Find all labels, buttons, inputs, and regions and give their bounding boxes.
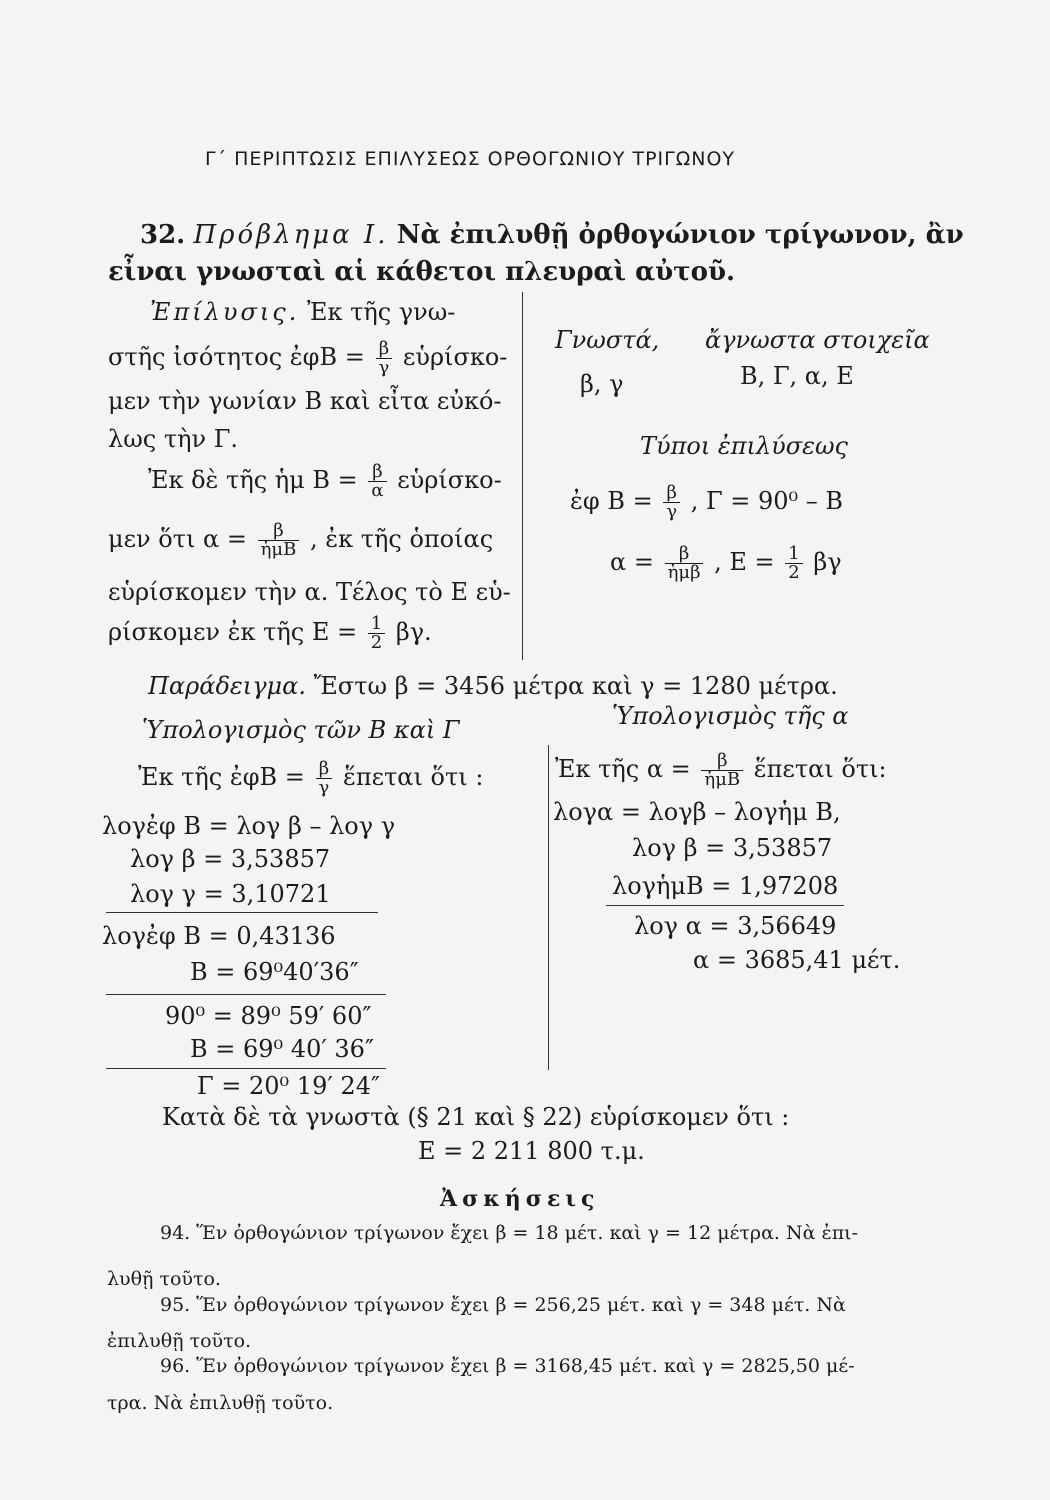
- frac-den: ἡμΒ: [260, 539, 297, 560]
- solution-line-7: εὑρίσκομεν τὴν α. Τέλος τὸ Ε εὑ-: [108, 578, 511, 606]
- frac-num: β: [376, 340, 393, 359]
- fraction-beta-over-gamma: [376, 340, 393, 377]
- problem-text-1: Νὰ ἐπιλυθῇ ὀρθογώνιον τρίγωνον, ἂν: [396, 220, 964, 250]
- calc-right-line: α = 3685,41 μέτ.: [693, 946, 901, 974]
- calc-rule: [106, 994, 386, 995]
- formula-tan: [570, 484, 843, 521]
- solution-line-2: [108, 340, 507, 377]
- frac-den: γ: [318, 777, 330, 798]
- frac-num: β: [368, 463, 386, 482]
- calc-right-line: λογἡμΒ = 1,97208: [612, 872, 839, 900]
- known-values: β, γ: [580, 370, 624, 398]
- problem-number: 32.: [140, 220, 186, 250]
- frac-den: α: [371, 480, 384, 501]
- example-line: [148, 672, 838, 700]
- exercise-line: 96. Ἕν ὀρθογώνιον τρίγωνον ἔχει β = 3168,45 μέτ. καὶ γ = 2825,50 μέ-: [160, 1355, 855, 1377]
- calc-left-line: λογ γ = 3,10721: [130, 880, 331, 908]
- calc-right-title: Ὑπολογισμὸς τῆς α: [612, 702, 849, 730]
- frac-den: γ: [666, 501, 678, 522]
- calc-right-intro: [555, 752, 887, 789]
- column-divider-calc: [548, 745, 549, 1070]
- solution-text-8a: ρίσκομεν ἐκ τῆς Ε =: [108, 618, 358, 646]
- exercise-line: τρα. Νὰ ἐπιλυθῇ τοῦτο.: [107, 1392, 334, 1414]
- solution-text-6b: , ἐκ τῆς ὁποίας: [309, 525, 494, 553]
- problem-text-2: εἶναι γνωσταὶ αἱ κάθετοι πλευραὶ αὐτοῦ.: [108, 257, 736, 287]
- known-label: Γνωστά,: [555, 326, 660, 354]
- formula-area-lhs: , Ε =: [714, 548, 775, 576]
- fraction-beta-over-hmb: [665, 545, 704, 582]
- calc-right-intro-a: Ἐκ τῆς α =: [555, 755, 691, 783]
- solution-line-1: [150, 298, 455, 326]
- calc-rule: [106, 912, 378, 913]
- calc-left-line: 90⁰ = 89⁰ 59′ 60″: [165, 1002, 372, 1030]
- formula-alpha-lhs: α =: [610, 548, 654, 576]
- calc-rule: [606, 905, 844, 906]
- chapter-header: Γ΄ ΠΕΡΙΠΤΩΣΙΣ ΕΠΙΛΥΣΕΩΣ ΟΡΘΟΓΩΝΙΟΥ ΤΡΙΓΩΝΟΥ: [205, 148, 736, 170]
- solution-line-8: [108, 615, 432, 652]
- solution-line-5: [148, 463, 502, 500]
- known-result-line2: Ε = 2 211 800 τ.μ.: [418, 1137, 645, 1165]
- frac-den: 2: [788, 562, 800, 583]
- frac-num: β: [701, 752, 743, 771]
- fraction-beta-over-hmB-2: [701, 752, 743, 789]
- solution-line-3: μεν τὴν γωνίαν Β καὶ εἶτα εὐκό-: [108, 387, 502, 415]
- calc-right-line: λογα = λογβ – λογἡμ Β,: [553, 798, 841, 826]
- formula-gamma: , Γ = 90⁰ – Β: [690, 487, 844, 515]
- problem-statement-line1: [140, 220, 964, 250]
- solution-text-6a: μεν ὅτι α =: [108, 525, 247, 553]
- fraction-beta-over-gamma-3: [316, 760, 333, 797]
- solution-text-2b: εὑρίσκο-: [402, 343, 508, 371]
- calc-left-intro-a: Ἐκ τῆς ἐφΒ =: [138, 763, 305, 791]
- exercise-line: λυθῇ τοῦτο.: [107, 1268, 221, 1290]
- solution-text-1: Ἐκ τῆς γνω-: [306, 298, 456, 326]
- calc-left-line: Β = 69⁰40′36″: [190, 958, 359, 986]
- calc-left-line: Γ = 20⁰ 19′ 24″: [197, 1072, 380, 1100]
- fraction-one-half: [368, 615, 385, 652]
- example-text: Ἔστω β = 3456 μέτρα καὶ γ = 1280 μέτρα.: [313, 672, 838, 700]
- frac-num: β: [665, 545, 704, 564]
- solution-line-4: λως τὴν Γ.: [108, 425, 239, 453]
- calc-left-intro-b: ἕπεται ὅτι :: [342, 763, 484, 791]
- solution-text-2a: στῆς ἰσότητος ἐφΒ =: [108, 343, 365, 371]
- exercise-line: 94. Ἕν ὀρθογώνιον τρίγωνον ἔχει β = 18 μέτ. καὶ γ = 12 μέτρα. Νὰ ἐπι-: [160, 1222, 859, 1244]
- example-label: Παράδειγμα.: [148, 672, 306, 700]
- frac-den: γ: [378, 357, 390, 378]
- known-result-line1: Κατὰ δὲ τὰ γνωστὰ (§ 21 καὶ § 22) εὑρίσκομεν ὅτι :: [162, 1103, 790, 1131]
- calc-right-line: λογ α = 3,56649: [634, 912, 837, 940]
- solution-line-6: [108, 522, 493, 559]
- formulas-title: Τύποι ἐπιλύσεως: [640, 432, 848, 460]
- formula-alpha-area: [610, 545, 842, 582]
- frac-num: β: [316, 760, 333, 779]
- solution-text-8b: βγ.: [395, 618, 432, 646]
- formula-tan-lhs: ἐφ Β =: [570, 487, 653, 515]
- unknown-values: Β, Γ, α, Ε: [740, 362, 854, 390]
- frac-num: 1: [785, 545, 802, 564]
- calc-left-line: λογἐφ Β = 0,43136: [102, 922, 336, 950]
- solution-text-5b: εὑρίσκο-: [397, 466, 502, 494]
- formula-area-rhs: βγ: [813, 548, 842, 576]
- frac-num: β: [258, 522, 300, 541]
- calc-left-line: λογ β = 3,53857: [130, 845, 331, 873]
- frac-den: 2: [370, 632, 383, 653]
- fraction-beta-over-gamma-2: [663, 484, 680, 521]
- column-divider-top: [522, 292, 523, 660]
- exercise-line: 95. Ἕν ὀρθογώνιον τρίγωνον ἔχει β = 256,25 μέτ. καὶ γ = 348 μέτ. Νὰ: [160, 1294, 846, 1316]
- calc-rule: [106, 1068, 386, 1069]
- frac-num: β: [663, 484, 680, 503]
- calc-right-line: λογ β = 3,53857: [632, 834, 833, 862]
- problem-label: Πρόβλημα Ι.: [193, 220, 389, 250]
- calc-left-line: Β = 69⁰ 40′ 36″: [190, 1035, 374, 1063]
- calc-left-title: Ὑπολογισμὸς τῶν Β καὶ Γ: [142, 716, 460, 744]
- calc-left-line: λογἐφ Β = λογ β – λογ γ: [102, 812, 396, 840]
- frac-num: 1: [368, 615, 385, 634]
- exercise-line: ἐπιλυθῇ τοῦτο.: [107, 1330, 252, 1352]
- fraction-one-half-2: [785, 545, 802, 582]
- solution-label: Ἐπίλυσις.: [150, 298, 300, 326]
- unknown-label: ἄγνωστα στοιχεῖα: [705, 326, 930, 354]
- exercises-title: Ἀσκήσεις: [440, 1186, 600, 1212]
- fraction-beta-over-alpha: [368, 463, 386, 500]
- solution-text-5a: Ἐκ δὲ τῆς ἡμ Β =: [148, 466, 358, 494]
- calc-right-intro-b: ἕπεται ὅτι:: [753, 755, 887, 783]
- fraction-beta-over-hmB: [258, 522, 300, 559]
- frac-den: ἡμΒ: [704, 769, 741, 790]
- calc-left-intro: [138, 760, 483, 797]
- frac-den: ἡμβ: [667, 562, 701, 583]
